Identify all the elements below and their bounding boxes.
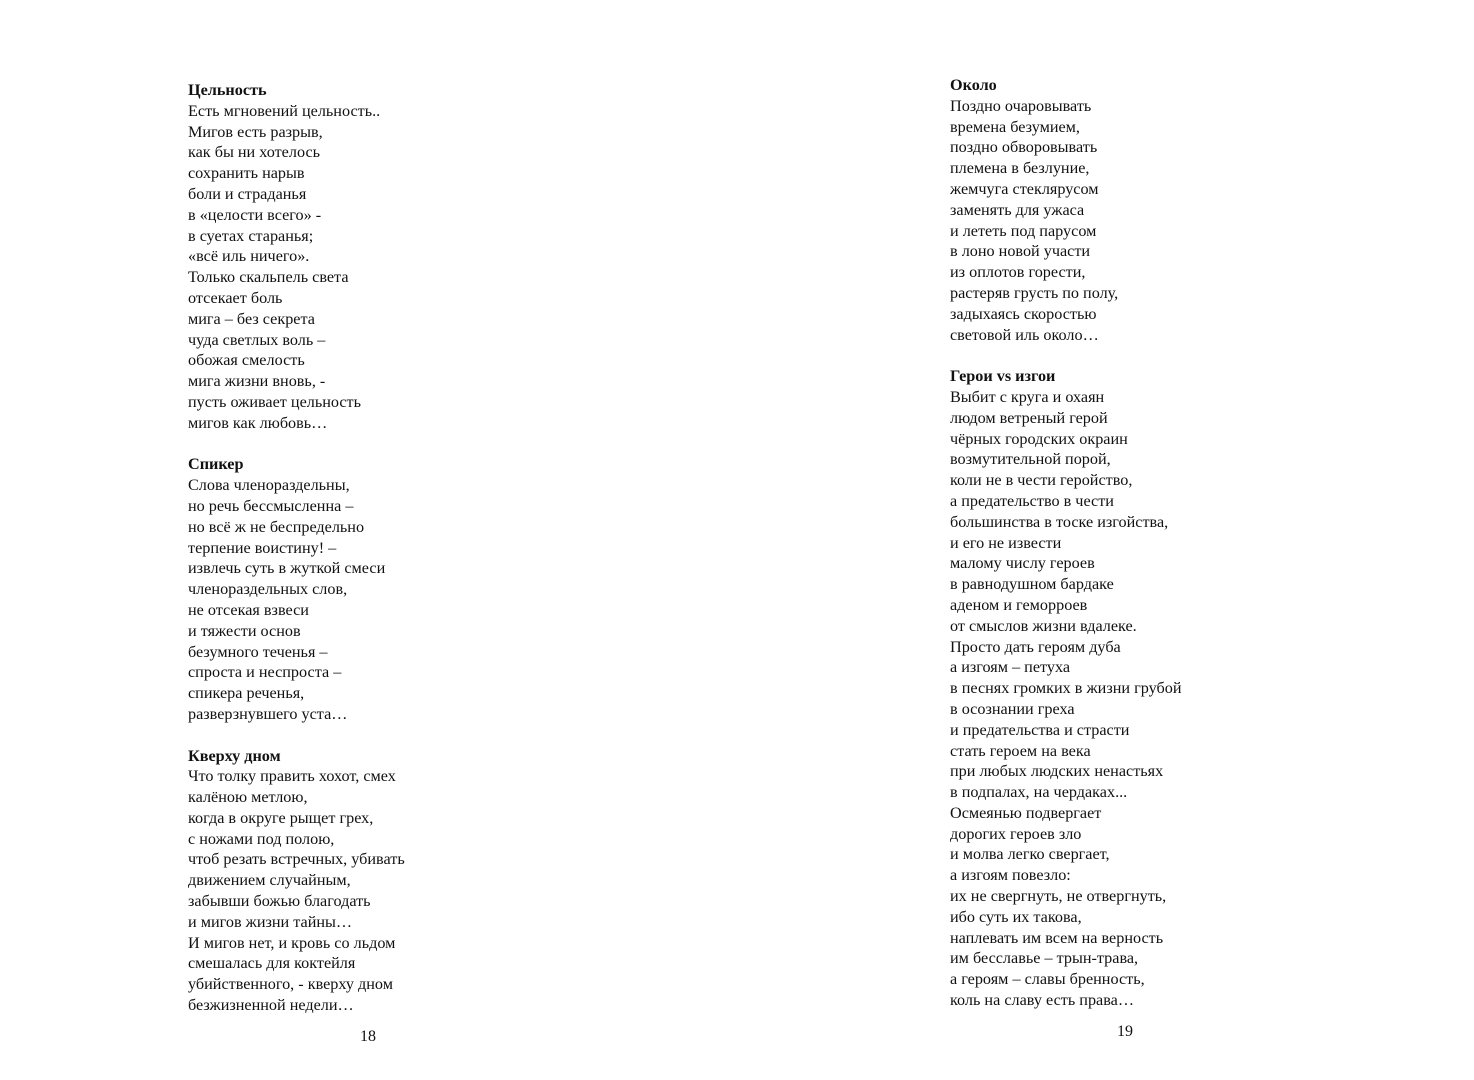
poem-line: от смыслов жизни вдалеке.: [950, 616, 1137, 635]
poem-line: «всё иль ничего».: [188, 247, 310, 266]
poem-line: поздно обворовывать: [950, 138, 1098, 157]
poem-line: когда в округе рыщет грех,: [188, 808, 374, 827]
page-number: 18: [360, 1028, 376, 1045]
poem-line: Поздно очаровывать: [950, 96, 1092, 115]
poem-line: обожая смелость: [188, 351, 305, 370]
poem-line: разверзнувшего уста…: [188, 704, 348, 723]
poem-lines: [950, 387, 1182, 1011]
poem-line: отсекает боль: [188, 288, 283, 307]
poem-line: безумного теченья –: [188, 642, 328, 661]
poem-title: Цельность: [188, 81, 267, 99]
poem-line: мига – без секрета: [188, 309, 315, 328]
poem-line: Есть мгновений цельность..: [188, 101, 381, 120]
poem-line: Мигов есть разрыв,: [188, 122, 323, 141]
poem-line: дорогих героев зло: [950, 824, 1082, 843]
poem-line: коль на славу есть права…: [950, 991, 1135, 1010]
poem-line: забывши божью благодать: [188, 892, 371, 911]
poem-line: Осмеянью подвергает: [950, 803, 1102, 822]
poem-line: мигов как любовь…: [188, 413, 328, 432]
poem-line: смешалась для коктейля: [188, 954, 356, 973]
poem-line: терпение воистину! –: [188, 538, 337, 557]
poem-line: но всё ж не беспредельно: [188, 517, 365, 536]
poem-line: чтоб резать встречных, убивать: [188, 850, 405, 869]
poem-line: чуда светлых воль –: [188, 330, 326, 349]
poem-line: безжизненной недели…: [188, 996, 354, 1015]
poem-line: времена безумием,: [950, 117, 1080, 136]
poem-line: в суетах старанья;: [188, 226, 314, 245]
poem-line: в подпалах, на чердаках...: [950, 783, 1128, 802]
poem-line: а изгоям – петуха: [950, 658, 1071, 677]
poem-line: стать героем на века: [950, 741, 1091, 760]
poem-lines: [188, 475, 405, 725]
poem-line: спроста и неспроста –: [188, 663, 342, 682]
poem-line: извлечь суть в жуткой смеси: [188, 559, 386, 578]
poem-line: коли не в чести геройство,: [950, 471, 1133, 490]
poem-line: аденом и геморроев: [950, 595, 1088, 614]
poem-line: в «целости всего» -: [188, 205, 322, 224]
poem-line: как бы ни хотелось: [188, 143, 321, 162]
right-page: [737, 0, 1474, 1080]
poem-line: ибо суть их такова,: [950, 907, 1082, 926]
poem-title: Спикер: [188, 455, 244, 474]
poem-lines: [950, 96, 1182, 346]
poem-line: И мигов нет, и кровь со льдом: [188, 933, 396, 952]
poem-line: движением случайным,: [188, 871, 351, 890]
poem-line: задыхаясь скоростью: [950, 304, 1097, 323]
poem-line: в равнодушном бардаке: [950, 575, 1114, 594]
poem-line: сохранить нарыв: [188, 164, 305, 183]
poem-line: Просто дать героям дуба: [950, 637, 1121, 656]
poem-line: жемчуга стеклярусом: [950, 179, 1099, 198]
poem-title: Около: [950, 76, 997, 94]
poem-line: но речь бессмысленна –: [188, 496, 354, 515]
poem-line: и молва легко свергает,: [950, 845, 1110, 864]
poem-line: Только скальпель света: [188, 268, 349, 287]
poem-line: из оплотов горести,: [950, 263, 1086, 282]
poem-line: калёною метлою,: [188, 788, 308, 807]
poem-line: чёрных городских окраин: [950, 429, 1128, 448]
poem-line: наплевать им всем на верность: [950, 928, 1164, 947]
poem-line: растеряв грусть по полу,: [950, 283, 1119, 302]
poem-line: их не свергнуть, не отвергнуть,: [950, 887, 1167, 906]
poem-line: убийственного, - кверху дном: [188, 975, 393, 994]
page-number: 19: [1117, 1023, 1133, 1040]
poem: [950, 366, 1182, 1011]
poem-line: и лететь под парусом: [950, 221, 1097, 240]
poem-line: людом ветреный герой: [950, 408, 1108, 427]
poem-lines: [188, 766, 405, 1016]
poem-line: Что толку править хохот, смех: [188, 767, 396, 786]
poem-line: а изгоям повезло:: [950, 866, 1071, 885]
poem: [188, 454, 405, 724]
poem-line: боли и страданья: [188, 184, 307, 203]
poem-line: племена в безлуние,: [950, 159, 1090, 178]
poem-line: не отсекая взвеси: [188, 600, 309, 619]
poem: [950, 75, 1182, 345]
poem-line: в лоно новой участи: [950, 242, 1091, 261]
poem-line: с ножами под полою,: [188, 829, 335, 848]
poem-line: членораздельных слов,: [188, 580, 348, 599]
poem-line: и его не извести: [950, 533, 1062, 552]
poem-title: Кверху дном: [188, 746, 281, 765]
poem: [188, 746, 405, 1016]
poem-line: им бесславье – трын-трава,: [950, 949, 1139, 968]
poem-line: и предательства и страсти: [950, 720, 1130, 739]
poem-line: и тяжести основ: [188, 621, 301, 640]
poem-line: Слова членораздельны,: [188, 476, 350, 495]
right-page-text: [950, 75, 1182, 1032]
poem-line: в песнях громких в жизни грубой: [950, 679, 1182, 698]
poem-line: заменять для ужаса: [950, 200, 1085, 219]
poem-line: малому числу героев: [950, 554, 1095, 573]
poem-line: возмутительной порой,: [950, 450, 1111, 469]
poem-line: в осознании греха: [950, 699, 1075, 718]
left-page-text: [188, 80, 405, 1037]
poem-line: при любых людских ненастьях: [950, 762, 1164, 781]
poem-line: Выбит с круга и охаян: [950, 387, 1105, 406]
poem-lines: [188, 101, 405, 434]
poem-line: пусть оживает цельность: [188, 392, 362, 411]
poem-line: световой иль около…: [950, 325, 1099, 344]
poem-line: большинства в тоске изгойства,: [950, 512, 1169, 531]
poem-line: и мигов жизни тайны…: [188, 912, 353, 931]
poem-line: мига жизни вновь, -: [188, 372, 326, 391]
poem-title: Герои vs изгои: [950, 367, 1056, 386]
poem: [188, 80, 405, 434]
poem-line: спикера реченья,: [188, 684, 305, 703]
poem-line: а предательство в чести: [950, 491, 1114, 510]
poem-line: а героям – славы бренность,: [950, 970, 1145, 989]
